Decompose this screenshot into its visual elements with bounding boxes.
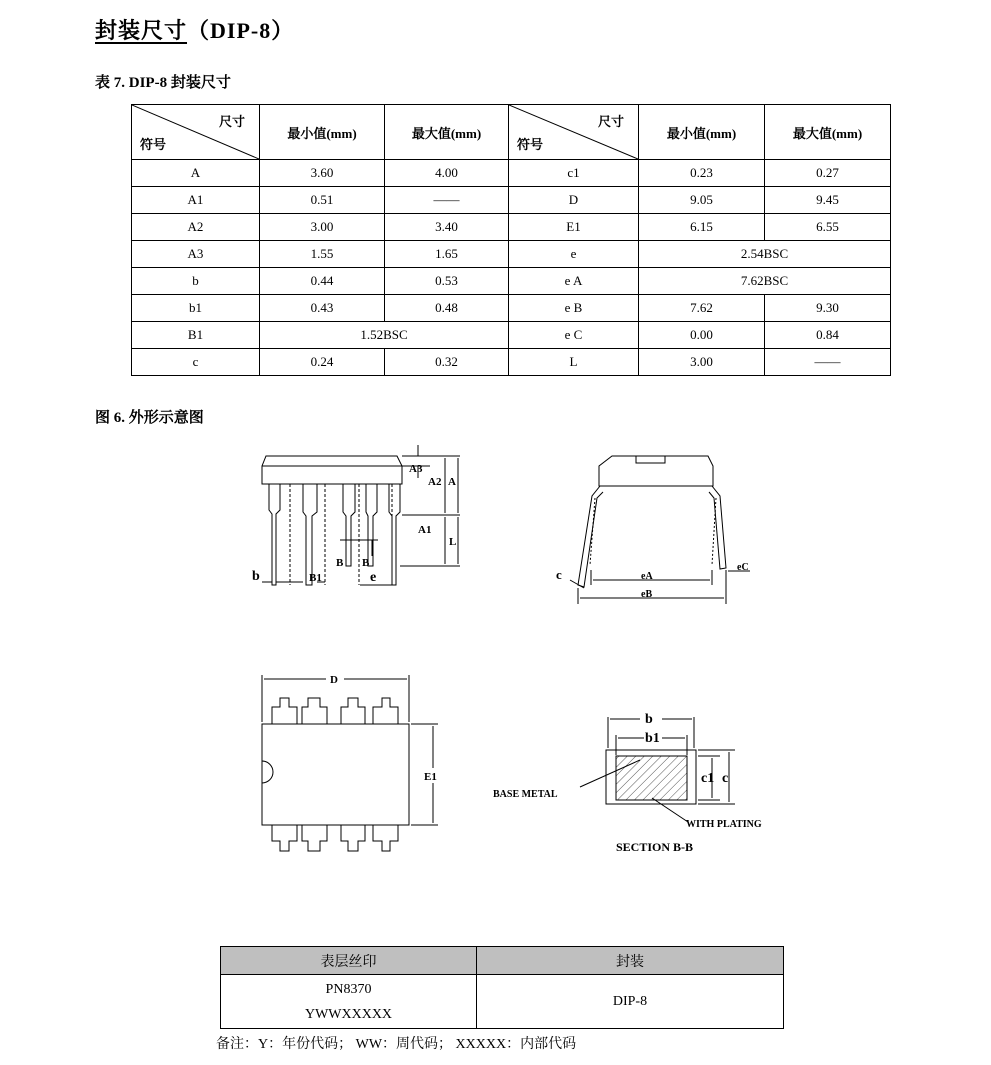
cell-min: 7.62 <box>639 295 765 322</box>
marking-header: 表层丝印 <box>221 947 477 975</box>
marking-table <box>220 946 784 1029</box>
end-view <box>570 456 750 604</box>
label-b1: B1 <box>309 572 322 584</box>
label-section-b: b <box>645 712 653 727</box>
cell-symbol: c <box>132 349 260 376</box>
label-c: c <box>556 567 562 582</box>
cell-min: 1.55 <box>260 241 385 268</box>
cell-span: 1.52BSC <box>260 322 509 349</box>
header-max: 最大值(mm) <box>385 105 509 160</box>
cell-min: 3.00 <box>639 349 765 376</box>
cell-symbol: b1 <box>132 295 260 322</box>
cell-max: 6.55 <box>765 214 891 241</box>
cell-symbol: e C <box>509 322 639 349</box>
cell-min: 0.00 <box>639 322 765 349</box>
label-a: A <box>448 476 456 488</box>
cell-min: 9.05 <box>639 187 765 214</box>
cell-min: 0.51 <box>260 187 385 214</box>
cell-max: 0.48 <box>385 295 509 322</box>
note: 备注：Y：年份代码； WW：周代码； XXXXX：内部代码 <box>216 1037 577 1052</box>
label-e: e <box>370 570 377 585</box>
cell-max: —— <box>385 187 509 214</box>
cell-max: 0.53 <box>385 268 509 295</box>
cell-symbol: A3 <box>132 241 260 268</box>
package-cell: DIP-8 <box>477 975 784 1029</box>
cell-symbol: e A <box>509 268 639 295</box>
cell-min: 0.23 <box>639 160 765 187</box>
cell-symbol: A1 <box>132 187 260 214</box>
marking-cell <box>221 975 477 1029</box>
label-section-title: SECTION B-B <box>616 840 694 854</box>
cell-max: 0.32 <box>385 349 509 376</box>
diagonal-header-left: 尺寸 符号 <box>132 105 260 160</box>
cell-min: 0.44 <box>260 268 385 295</box>
label-b: b <box>252 569 260 584</box>
label-a1: A1 <box>418 524 432 536</box>
cell-min: 0.43 <box>260 295 385 322</box>
page-title: 封装尺寸（DIP-8） <box>95 18 295 43</box>
label-eb: eB <box>641 589 653 600</box>
table-caption: 表 7. DIP-8 封装尺寸 <box>95 75 231 91</box>
label-base-metal: BASE METAL <box>493 789 558 800</box>
diagonal-header-right: 尺寸 符号 <box>509 105 639 160</box>
cell-min: 6.15 <box>639 214 765 241</box>
cell-symbol: e <box>509 241 639 268</box>
label-ec: eC <box>737 562 749 573</box>
cell-symbol: b <box>132 268 260 295</box>
cell-max: 4.00 <box>385 160 509 187</box>
cell-max: 0.84 <box>765 322 891 349</box>
label-bb: B <box>362 557 370 569</box>
label-section-c: c <box>722 771 729 786</box>
label-section-b1: b1 <box>645 731 660 746</box>
cell-symbol: e B <box>509 295 639 322</box>
cell-min: 3.00 <box>260 214 385 241</box>
side-view <box>262 445 460 585</box>
cell-span: 7.62BSC <box>639 268 891 295</box>
label-l: L <box>449 536 457 548</box>
cell-max: 3.40 <box>385 214 509 241</box>
top-view <box>262 675 438 851</box>
label-d: D <box>330 674 338 686</box>
cell-max: —— <box>765 349 891 376</box>
cell-span: 2.54BSC <box>639 241 891 268</box>
cell-max: 0.27 <box>765 160 891 187</box>
figure-caption: 图 6. 外形示意图 <box>95 410 204 426</box>
cell-symbol: c1 <box>509 160 639 187</box>
cell-symbol: B1 <box>132 322 260 349</box>
header-min: 最小值(mm) <box>260 105 385 160</box>
header-min: 最小值(mm) <box>639 105 765 160</box>
marking-line-2: YWWXXXXX <box>304 1006 393 1022</box>
cell-symbol: E1 <box>509 214 639 241</box>
header-max: 最大值(mm) <box>765 105 891 160</box>
marking-line-1: PN8370 <box>325 981 372 997</box>
label-a2: A2 <box>428 476 442 488</box>
label-bb: B <box>336 557 344 569</box>
label-with-plating: WITH PLATING <box>686 819 762 830</box>
label-e1: E1 <box>424 771 437 783</box>
cell-max: 1.65 <box>385 241 509 268</box>
cell-symbol: L <box>509 349 639 376</box>
label-a3: A3 <box>409 463 423 475</box>
cell-symbol: D <box>509 187 639 214</box>
label-ea: eA <box>641 571 653 582</box>
cell-max: 9.30 <box>765 295 891 322</box>
cell-symbol: A <box>132 160 260 187</box>
cell-symbol: A2 <box>132 214 260 241</box>
cell-min: 3.60 <box>260 160 385 187</box>
cell-min: 0.24 <box>260 349 385 376</box>
package-header: 封装 <box>477 947 784 975</box>
label-section-c1: c1 <box>701 771 715 786</box>
cell-max: 9.45 <box>765 187 891 214</box>
